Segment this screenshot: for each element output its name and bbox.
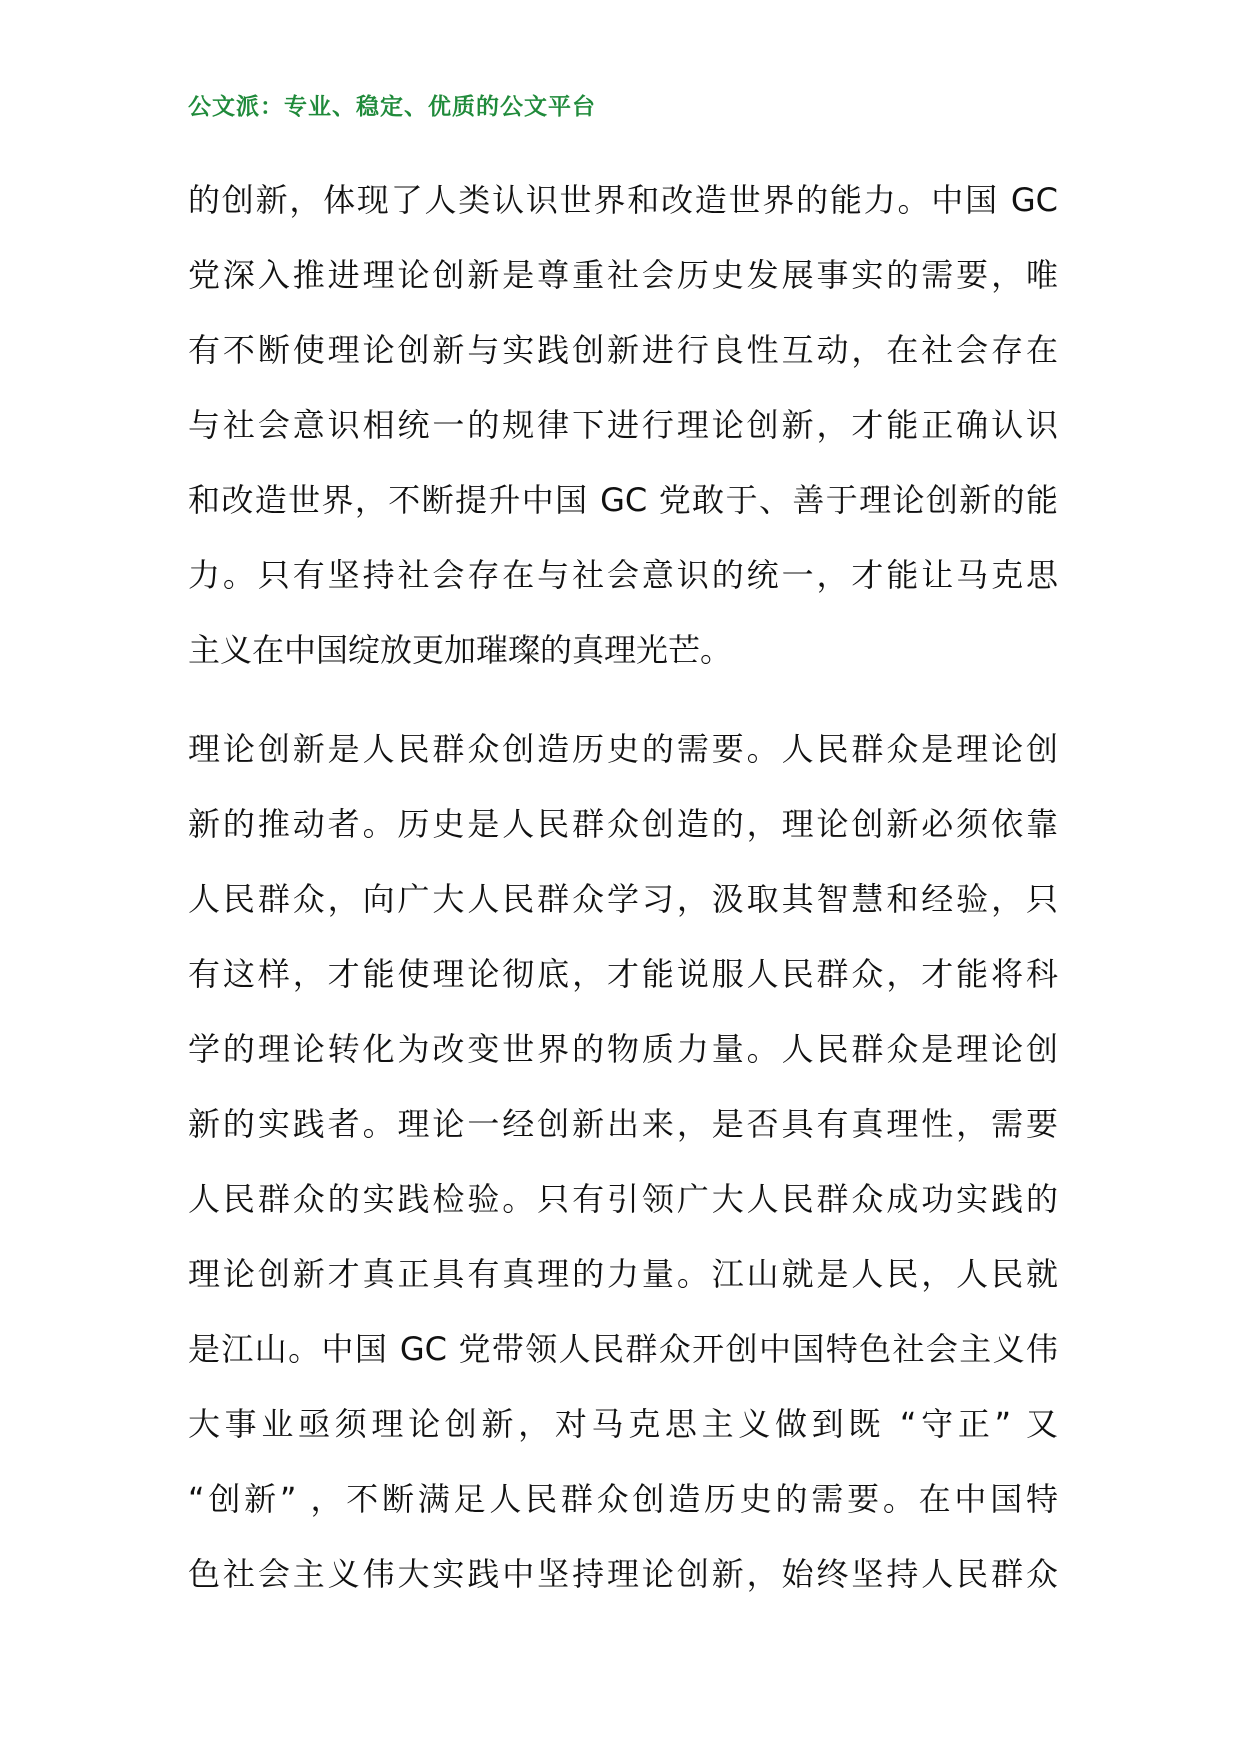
paragraph-1 bbox=[188, 163, 1058, 688]
paragraph-line: 和改造世界，不断提升中国 GC 党敢于、善于理论创新的能 bbox=[188, 481, 1058, 519]
paragraph-line: 党深入推进理论创新是尊重社会历史发展事实的需要，唯 bbox=[188, 256, 1058, 294]
header-banner: 公文派：专业、稳定、优质的公文平台 bbox=[188, 94, 596, 120]
paragraph-line: 有这样，才能使理论彻底，才能说服人民群众，才能将科 bbox=[188, 955, 1058, 993]
paragraph-line: 的创新，体现了人类认识世界和改造世界的能力。中国 GC bbox=[188, 181, 1058, 219]
paragraph-line: 新的推动者。历史是人民群众创造的，理论创新必须依靠 bbox=[188, 805, 1058, 843]
paragraph-line: 学的理论转化为改变世界的物质力量。人民群众是理论创 bbox=[188, 1030, 1058, 1068]
paragraph-line: 新的实践者。理论一经创新出来，是否具有真理性，需要 bbox=[188, 1105, 1058, 1143]
paragraph-line: 有不断使理论创新与实践创新进行良性互动，在社会存在 bbox=[188, 331, 1058, 369]
paragraph-line: “创新” ，不断满足人民群众创造历史的需要。在中国特 bbox=[188, 1480, 1058, 1518]
paragraph-line: 理论创新是人民群众创造历史的需要。人民群众是理论创 bbox=[188, 730, 1058, 768]
paragraph-line: 人民群众，向广大人民群众学习，汲取其智慧和经验，只 bbox=[188, 880, 1058, 918]
paragraph-line: 理论创新才真正具有真理的力量。江山就是人民，人民就 bbox=[188, 1255, 1058, 1293]
paragraph-2 bbox=[188, 712, 1058, 1612]
paragraph-line: 与社会意识相统一的规律下进行理论创新，才能正确认识 bbox=[188, 406, 1058, 444]
paragraph-line: 色社会主义伟大实践中坚持理论创新，始终坚持人民群众 bbox=[188, 1555, 1058, 1593]
paragraph-line: 大事业亟须理论创新，对马克思主义做到既 “守正” 又 bbox=[188, 1405, 1058, 1443]
paragraph-line: 人民群众的实践检验。只有引领广大人民群众成功实践的 bbox=[188, 1180, 1058, 1218]
paragraph-line: 主义在中国绽放更加璀璨的真理光芒。 bbox=[188, 631, 733, 669]
paragraph-line: 力。只有坚持社会存在与社会意识的统一，才能让马克思 bbox=[188, 556, 1058, 594]
paragraph-line: 是江山。中国 GC 党带领人民群众开创中国特色社会主义伟 bbox=[188, 1330, 1058, 1368]
